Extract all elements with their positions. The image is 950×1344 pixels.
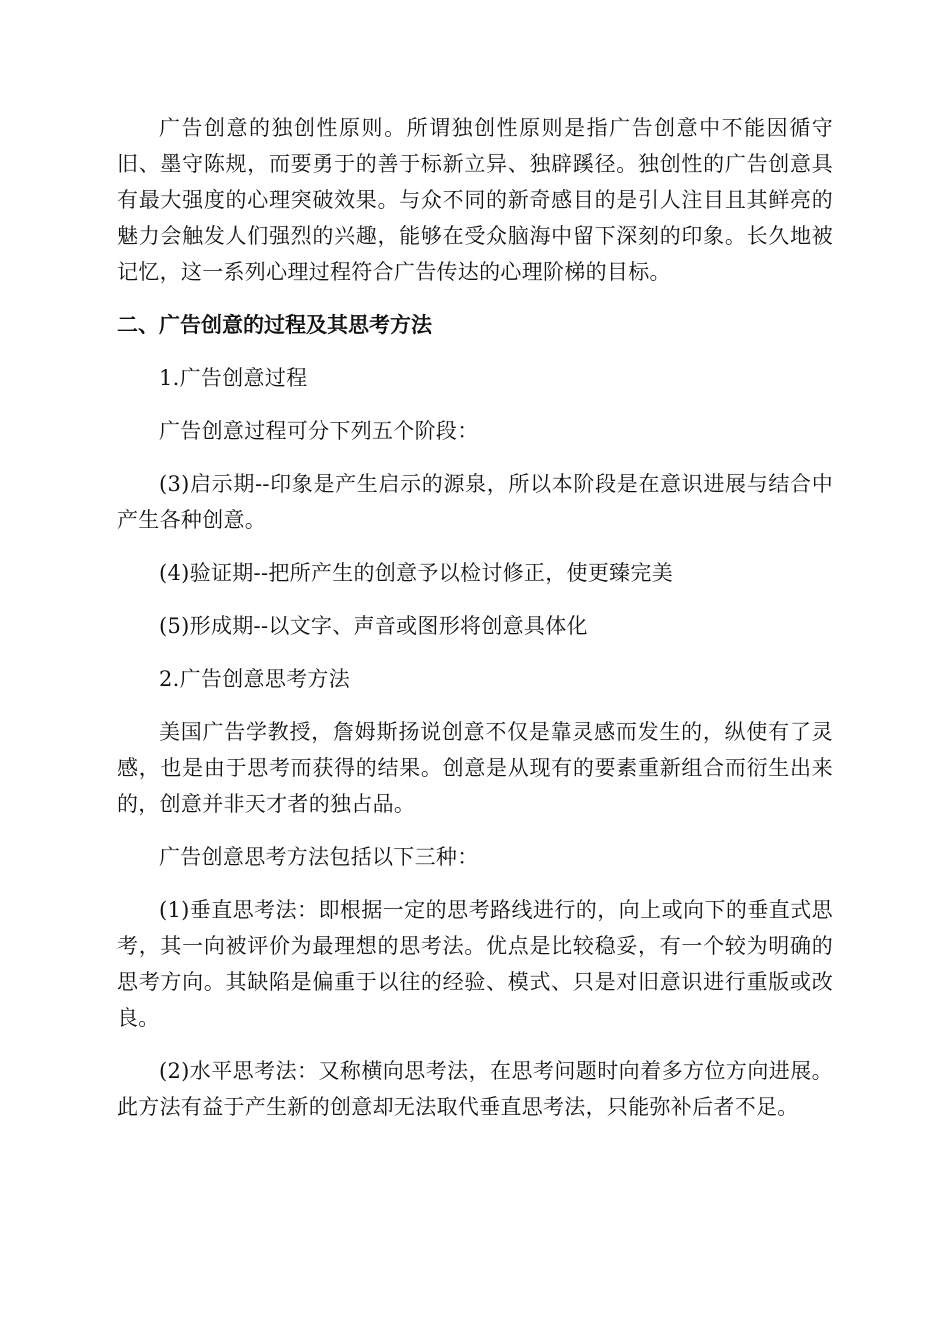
subheading-thinking-methods: 2.广告创意思考方法 — [159, 667, 351, 691]
paragraph-three-methods: 广告创意思考方法包括以下三种： — [159, 845, 479, 869]
paragraph-five-stages: 广告创意过程可分下列五个阶段： — [159, 419, 479, 443]
subheading-creative-process: 1.广告创意过程 — [159, 366, 308, 390]
section-heading-2: 二、广告创意的过程及其思考方法 — [117, 313, 432, 337]
paragraph-stage-3: (3)启示期--印象是产生启示的源泉，所以本阶段是在意识进展与结合中产生各种创意。 — [117, 472, 833, 532]
paragraph-lateral-thinking: (2)水平思考法：又称横向思考法，在思考问题时向着多方位方向进展。此方法有益于产生新的创意却无法取代垂直思考法，只能弥补后者不足。 — [117, 1059, 833, 1119]
paragraph-stage-4: (4)验证期--把所产生的创意予以检讨修正，使更臻完美 — [159, 561, 674, 585]
document-page — [117, 110, 833, 1142]
paragraph-vertical-thinking: (1)垂直思考法：即根据一定的思考路线进行的，向上或向下的垂直式思考，其一向被评价为最理想的思考法。优点是比较稳妥，有一个较为明确的思考方向。其缺陷是偏重于以往的经验、模式、只是对旧意识进行重版或改良。 — [117, 898, 833, 1030]
paragraph-stage-5: (5)形成期--以文字、声音或图形将创意具体化 — [159, 614, 588, 638]
paragraph-james-young: 美国广告学教授，詹姆斯扬说创意不仅是靠灵感而发生的，纵使有了灵感，也是由于思考而获得的结果。创意是从现有的要素重新组合而衍生出来的，创意并非天才者的独占品。 — [117, 720, 833, 816]
paragraph-originality-principle: 广告创意的独创性原则。所谓独创性原则是指广告创意中不能因循守旧、墨守陈规，而要勇于的善于标新立异、独辟蹊径。独创性的广告创意具有最大强度的心理突破效果。与众不同的新奇感目的是引人注目且其鲜亮的魅力会触发人们强烈的兴趣，能够在受众脑海中留下深刻的印象。长久地被记忆，这一系列心理过程符合广告传达的心理阶梯的目标。 — [117, 116, 833, 284]
